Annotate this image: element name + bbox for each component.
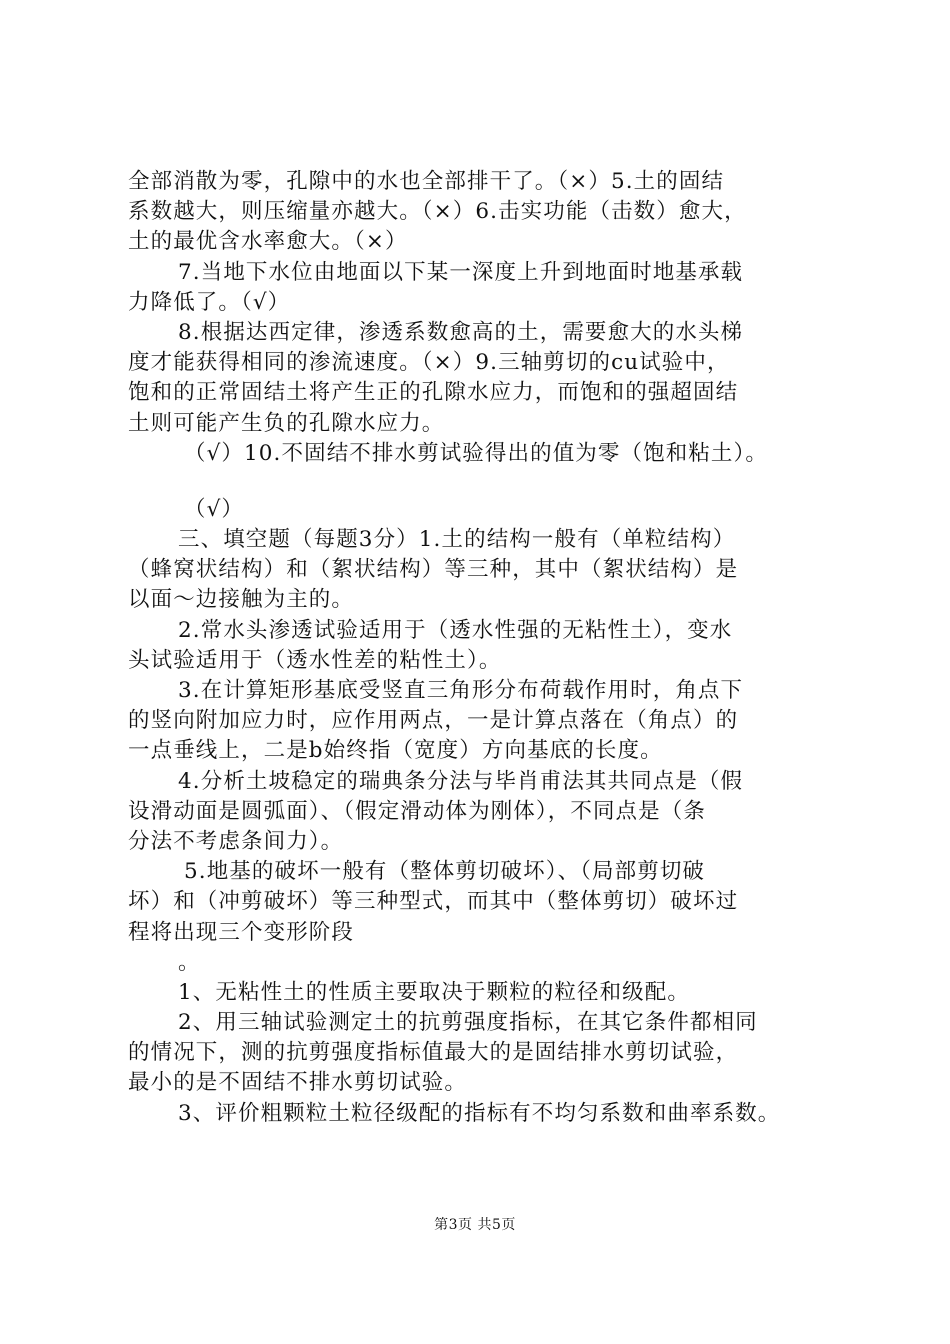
text-line: 系数越大，则压缩量亦越大。（×）6.击实功能（击数）愈大， <box>128 199 747 225</box>
page-footer <box>0 1216 950 1234</box>
text-line: 7.当地下水位由地面以下某一深度上升到地面时地基承载 <box>178 259 744 285</box>
document-body <box>128 167 840 1129</box>
text-line: 力降低了。（√） <box>128 289 291 315</box>
text-line: （蜂窝状结构）和（絮状结构）等三种，其中（絮状结构）是 <box>128 557 739 583</box>
text-line: 一点垂线上，二是b始终指（宽度）方向基底的长度。 <box>128 738 663 764</box>
text-line: （√）10.不固结不排水剪试验得出的值为零（饱和粘土）。 <box>184 440 768 466</box>
text-line: 以面～边接触为主的。 <box>128 587 355 613</box>
text-line: 3、评价粗颗粒土粒径级配的指标有不均匀系数和曲率系数。 <box>178 1100 781 1126</box>
text-line: 头试验适用于（透水性差的粘性土）。 <box>128 647 502 673</box>
text-line: 4.分析土坡稳定的瑞典条分法与毕肖甫法其共同点是（假 <box>178 768 744 794</box>
section-heading-line: 三、填空题（每题3分）1.土的结构一般有（单粒结构） <box>178 527 736 553</box>
text-line: 饱和的正常固结土将产生正的孔隙水应力，而饱和的强超固结 <box>128 380 739 406</box>
text-line: 1、无粘性土的性质主要取决于颗粒的粒径和级配。 <box>178 979 690 1005</box>
text-line: 程将出现三个变形阶段 <box>128 919 355 945</box>
text-line: 2.常水头渗透试验适用于（透水性强的无粘性土），变水 <box>178 617 733 643</box>
text-line: 3.在计算矩形基底受竖直三角形分布荷载作用时，角点下 <box>178 678 744 703</box>
text-line: 最小的是不固结不排水剪切试验。 <box>128 1070 468 1096</box>
text-line: 的竖向附加应力时，应作用两点，一是计算点落在（角点）的 <box>128 708 739 734</box>
text-line: 土的最优含水率愈大。（×） <box>128 229 408 255</box>
text-line: 。 <box>178 949 201 975</box>
text-line: 设滑动面是圆弧面）、（假定滑动体为刚体），不同点是（条 <box>128 798 706 824</box>
text-line: 的情况下，测的抗剪强度指标值最大的是固结排水剪切试验， <box>128 1040 739 1066</box>
text-line: 8.根据达西定律，渗透系数愈高的土，需要愈大的水头梯 <box>178 319 744 345</box>
text-line: 分法不考虑条间力）。 <box>128 828 344 854</box>
text-line: 全部消散为零，孔隙中的水也全部排干了。（×）5.土的固结 <box>128 169 725 194</box>
text-line: 5.地基的破坏一般有（整体剪切破坏）、（局部剪切破 <box>184 859 706 885</box>
text-line: 土则可能产生负的孔隙水应力。 <box>128 410 445 436</box>
text-line: 2、用三轴试验测定土的抗剪强度指标，在其它条件都相同 <box>178 1010 758 1036</box>
text-line: 度才能获得相同的渗流速度。（×）9.三轴剪切的cu试验中， <box>128 350 730 376</box>
text-line: （√） <box>184 496 245 522</box>
text-line: 坏）和（冲剪破坏）等三种型式，而其中（整体剪切）破坏过 <box>128 889 739 915</box>
paragraph-gap <box>128 469 840 495</box>
page-number: 第3页 共5页 <box>434 1217 516 1233</box>
